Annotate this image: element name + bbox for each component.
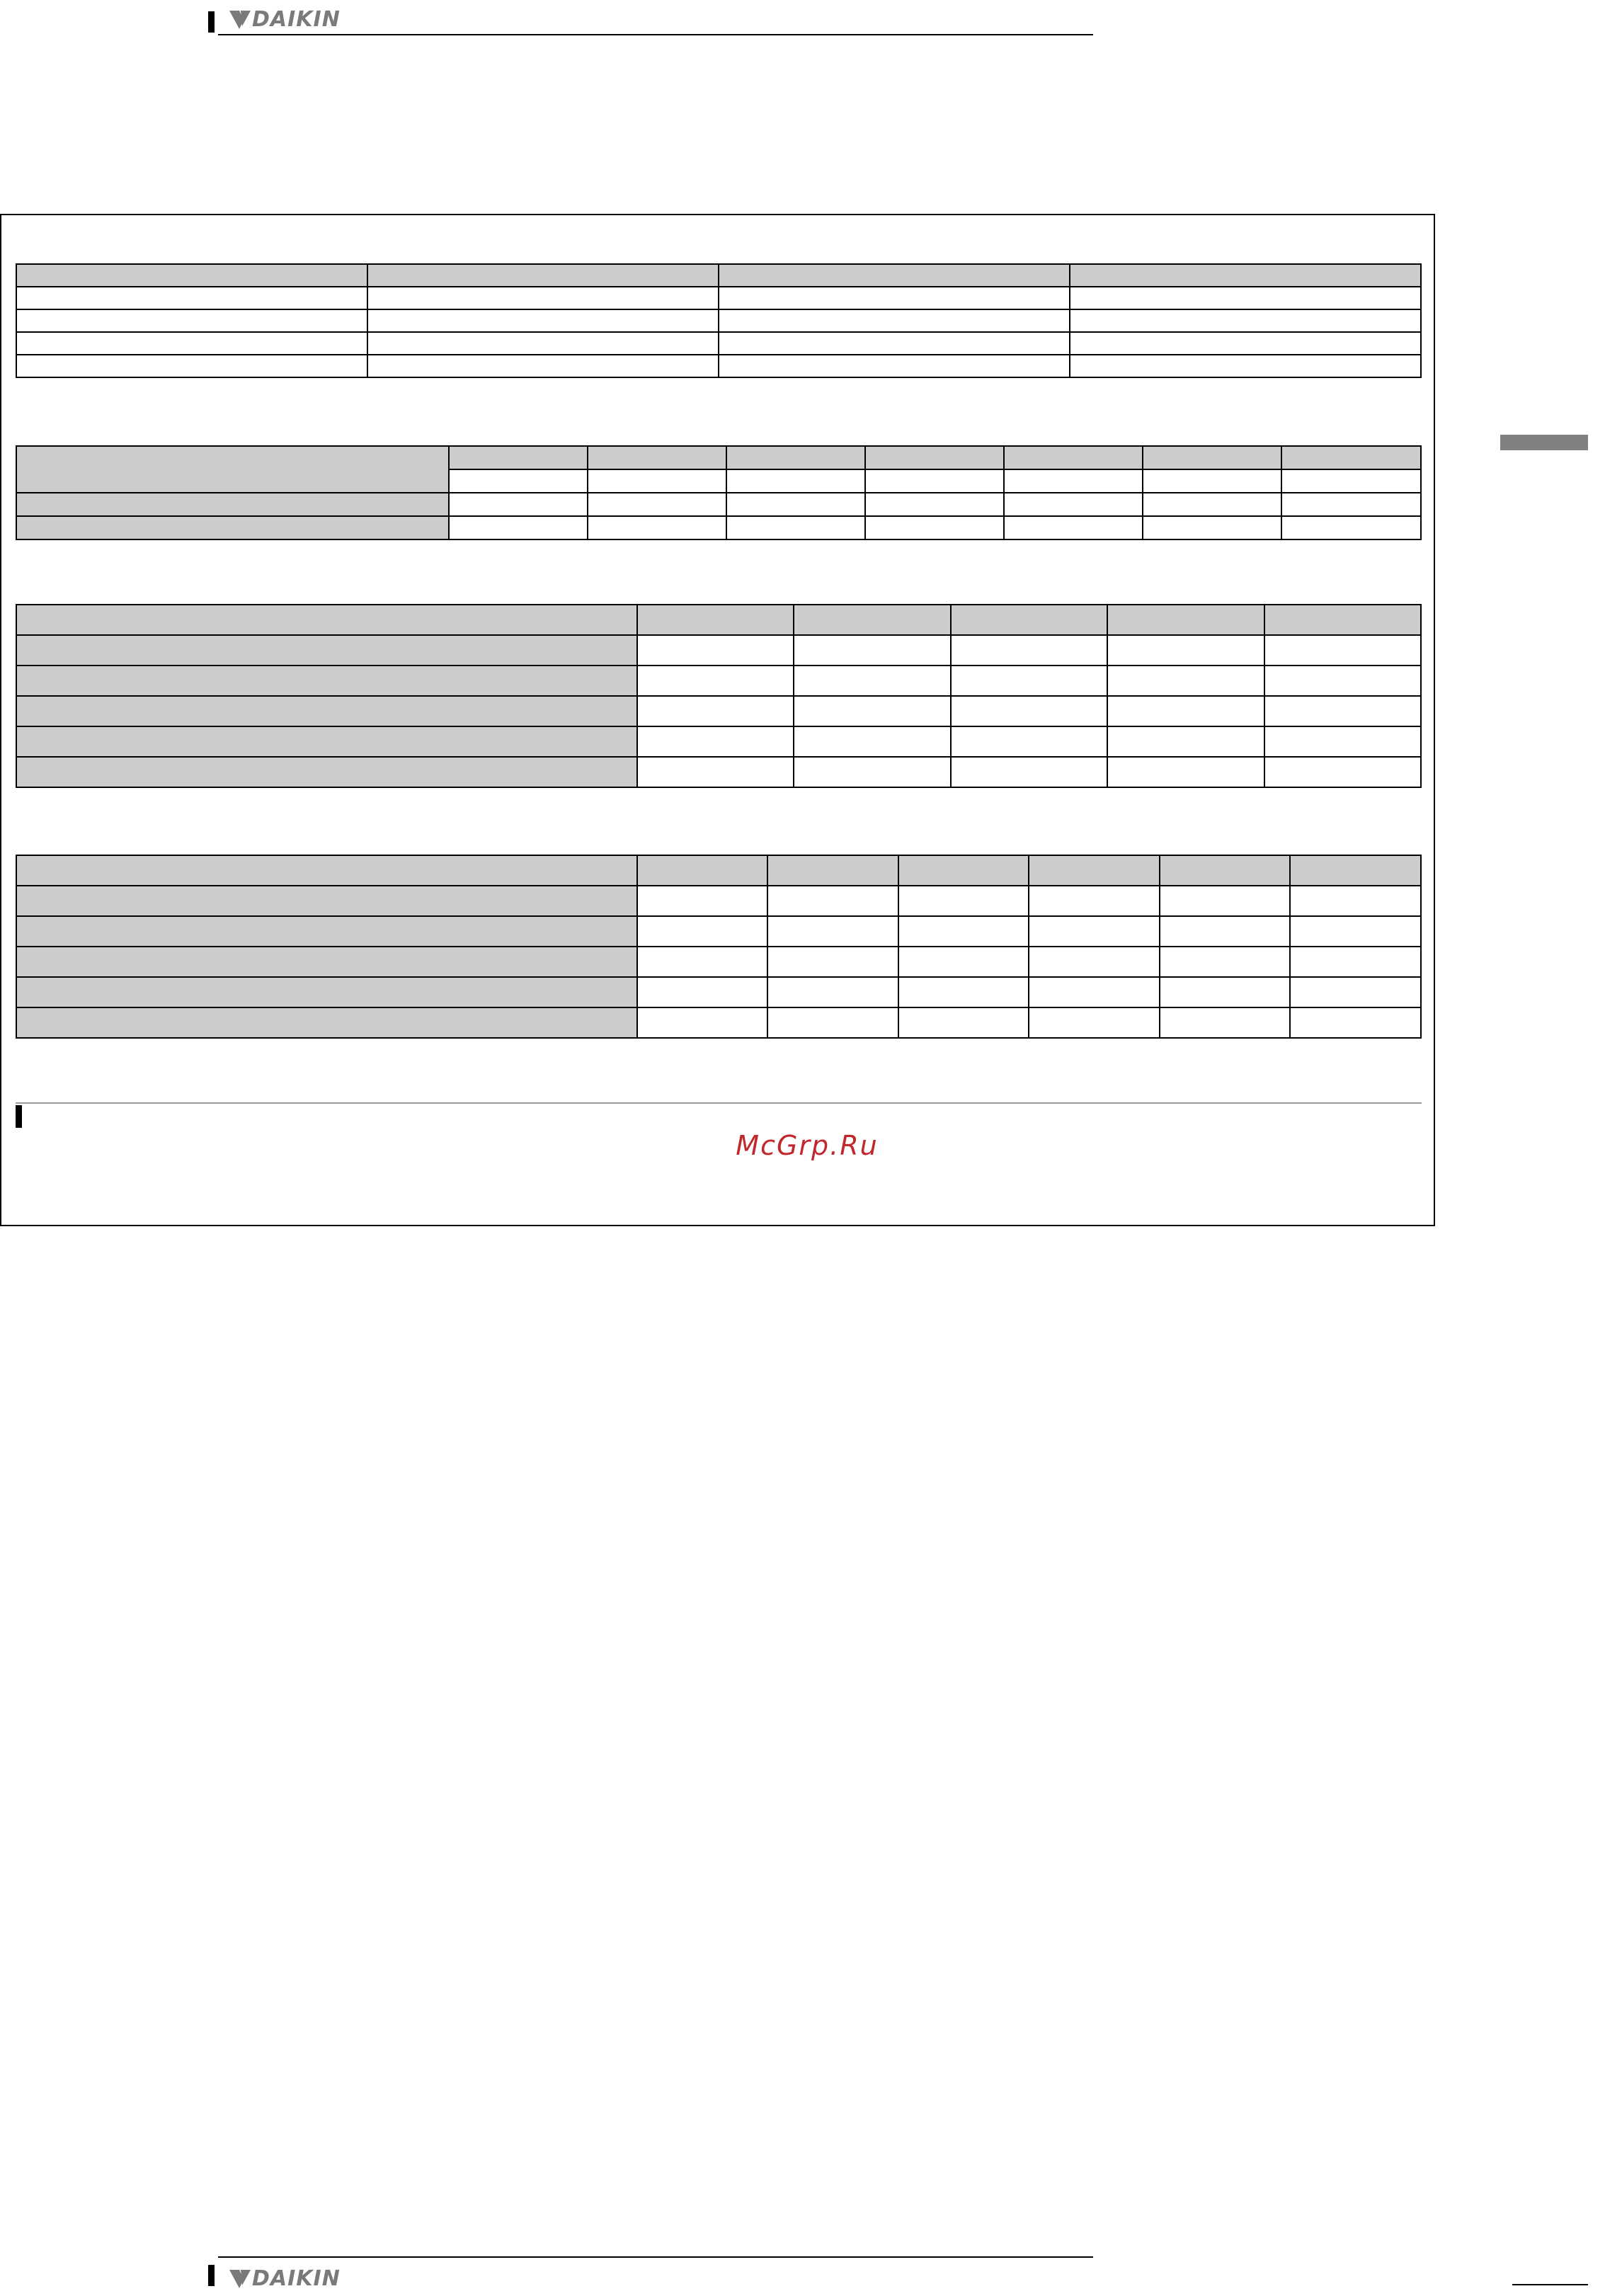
page-number-rule <box>1512 2284 1588 2285</box>
table-cell <box>1290 947 1421 977</box>
row-header-cell <box>16 977 637 1007</box>
table-cell <box>367 355 719 377</box>
table-cell <box>588 493 726 516</box>
table-cell <box>1160 886 1291 916</box>
table-cell <box>794 666 950 696</box>
footer-brand: DAIKIN <box>252 2266 341 2291</box>
table-cell <box>16 355 367 377</box>
header-cell <box>16 855 637 886</box>
table-header-row <box>16 446 1421 469</box>
table-cell <box>951 696 1107 726</box>
spec-table-4 <box>16 855 1422 1039</box>
header-cell <box>1004 446 1143 469</box>
table-cell <box>1264 726 1421 757</box>
table-header-row <box>16 855 1421 886</box>
table-cell <box>865 493 1004 516</box>
table-cell <box>794 635 950 666</box>
notes-divider <box>16 1102 1422 1104</box>
table-cell <box>588 469 726 493</box>
header-cell <box>951 605 1107 635</box>
table-row <box>16 355 1421 377</box>
table-cell <box>1004 469 1143 493</box>
footer-rule <box>218 2256 1093 2258</box>
header-cell <box>637 855 768 886</box>
table-row <box>16 916 1421 947</box>
table-cell <box>637 726 794 757</box>
table-cell <box>16 287 367 309</box>
header-cell <box>865 446 1004 469</box>
table-cell <box>1160 916 1291 947</box>
table-row <box>16 635 1421 666</box>
table-cell <box>1160 947 1291 977</box>
table-cell <box>637 635 794 666</box>
row-header-cell <box>16 947 637 977</box>
table-row <box>16 516 1421 539</box>
page-footer <box>208 2256 1093 2290</box>
table-cell <box>719 309 1070 332</box>
table-cell <box>1004 493 1143 516</box>
table-cell <box>637 977 768 1007</box>
table-cell <box>588 516 726 539</box>
header-cell <box>16 605 637 635</box>
table-cell <box>1290 916 1421 947</box>
spec-table-2 <box>16 445 1422 540</box>
table-cell <box>1070 309 1421 332</box>
row-header-cell <box>16 666 637 696</box>
table-cell <box>898 886 1029 916</box>
table-cell <box>719 287 1070 309</box>
table-cell <box>637 1007 768 1038</box>
header-cell <box>1107 605 1264 635</box>
table-cell <box>1070 287 1421 309</box>
table-cell <box>1029 916 1160 947</box>
table-cell <box>1107 696 1264 726</box>
table-cell <box>1029 886 1160 916</box>
table-cell <box>1004 516 1143 539</box>
header-bar <box>208 11 215 33</box>
table-cell <box>1029 947 1160 977</box>
table-row <box>16 726 1421 757</box>
section-tab-marker <box>1500 435 1588 450</box>
table-cell <box>367 287 719 309</box>
table-cell <box>637 916 768 947</box>
table-row <box>16 309 1421 332</box>
header-cell <box>1281 446 1421 469</box>
table-cell <box>1070 355 1421 377</box>
table-row <box>16 757 1421 787</box>
table-cell <box>637 886 768 916</box>
header-cell <box>1160 855 1291 886</box>
table-cell <box>1029 977 1160 1007</box>
spec-table-3 <box>16 604 1422 788</box>
table-row <box>16 947 1421 977</box>
table-cell <box>367 309 719 332</box>
header-cell <box>367 264 719 287</box>
header-cell <box>1264 605 1421 635</box>
table-cell <box>16 309 367 332</box>
table-row <box>16 886 1421 916</box>
row-header-cell <box>16 635 637 666</box>
table-row <box>16 977 1421 1007</box>
spec-table-1 <box>16 263 1422 378</box>
table-header-row <box>16 605 1421 635</box>
table-cell <box>767 886 898 916</box>
watermark-text: McGrp.Ru <box>736 1130 879 1161</box>
table-cell <box>794 696 950 726</box>
header-cell <box>767 855 898 886</box>
table-cell <box>726 469 865 493</box>
table-cell <box>951 726 1107 757</box>
table-cell <box>865 469 1004 493</box>
daikin-logo <box>229 2266 341 2291</box>
table-cell <box>1107 635 1264 666</box>
table-cell <box>449 516 588 539</box>
table-cell <box>637 757 794 787</box>
row-header-cell <box>16 516 449 539</box>
header-cell <box>637 605 794 635</box>
table-cell <box>1107 726 1264 757</box>
header-cell <box>1070 264 1421 287</box>
table-cell <box>726 516 865 539</box>
table-cell <box>449 469 588 493</box>
table-cell <box>794 757 950 787</box>
table-cell <box>1290 1007 1421 1038</box>
table-cell <box>1264 635 1421 666</box>
table-cell <box>767 1007 898 1038</box>
header-rule <box>218 34 1093 35</box>
table-cell <box>898 916 1029 947</box>
table-cell <box>1281 469 1421 493</box>
header-cell <box>898 855 1029 886</box>
page-header <box>208 1 1093 35</box>
table-cell <box>951 666 1107 696</box>
table-cell <box>767 947 898 977</box>
table-cell <box>637 666 794 696</box>
row-header-cell <box>16 916 637 947</box>
row-header-cell <box>16 696 637 726</box>
table-cell <box>16 332 367 355</box>
header-cell <box>16 264 367 287</box>
table-row <box>16 287 1421 309</box>
row-header-cell <box>16 757 637 787</box>
table-cell <box>1143 516 1281 539</box>
table-cell <box>951 635 1107 666</box>
table-cell <box>951 757 1107 787</box>
table-cell <box>449 493 588 516</box>
table-cell <box>637 947 768 977</box>
table-row <box>16 1007 1421 1038</box>
daikin-logo <box>229 7 341 32</box>
header-cell <box>1029 855 1160 886</box>
header-brand: DAIKIN <box>252 7 341 32</box>
table-cell <box>1160 1007 1291 1038</box>
table-cell <box>726 493 865 516</box>
table-cell <box>1107 757 1264 787</box>
table-cell <box>367 332 719 355</box>
table-cell <box>898 947 1029 977</box>
table-row <box>16 332 1421 355</box>
table-cell <box>1290 886 1421 916</box>
header-cell <box>1143 446 1281 469</box>
daikin-logo-icon <box>229 11 251 29</box>
table-cell <box>719 332 1070 355</box>
table-cell <box>898 1007 1029 1038</box>
footer-bar <box>208 2265 215 2286</box>
table-row <box>16 696 1421 726</box>
table-cell <box>719 355 1070 377</box>
table-cell <box>637 696 794 726</box>
table-cell <box>794 726 950 757</box>
table-cell <box>1160 977 1291 1007</box>
table-header-row <box>16 264 1421 287</box>
table-cell <box>767 977 898 1007</box>
daikin-logo-icon <box>229 2270 251 2288</box>
table-cell <box>1143 493 1281 516</box>
row-header-cell <box>16 1007 637 1038</box>
table-cell <box>1264 666 1421 696</box>
table-row <box>16 493 1421 516</box>
table-cell <box>1264 757 1421 787</box>
table-cell <box>1281 516 1421 539</box>
header-cell <box>794 605 950 635</box>
table-cell <box>1290 977 1421 1007</box>
header-cell <box>1290 855 1421 886</box>
row-header-cell <box>16 446 449 493</box>
header-cell <box>719 264 1070 287</box>
table-cell <box>767 916 898 947</box>
table-cell <box>1107 666 1264 696</box>
row-header-cell <box>16 726 637 757</box>
notes-marker <box>16 1105 22 1128</box>
table-cell <box>898 977 1029 1007</box>
header-cell <box>588 446 726 469</box>
header-cell <box>449 446 588 469</box>
table-cell <box>1070 332 1421 355</box>
table-row <box>16 666 1421 696</box>
row-header-cell <box>16 886 637 916</box>
table-cell <box>1029 1007 1160 1038</box>
table-cell <box>1264 696 1421 726</box>
table-cell <box>865 516 1004 539</box>
table-cell <box>1281 493 1421 516</box>
table-cell <box>1143 469 1281 493</box>
header-cell <box>726 446 865 469</box>
row-header-cell <box>16 493 449 516</box>
